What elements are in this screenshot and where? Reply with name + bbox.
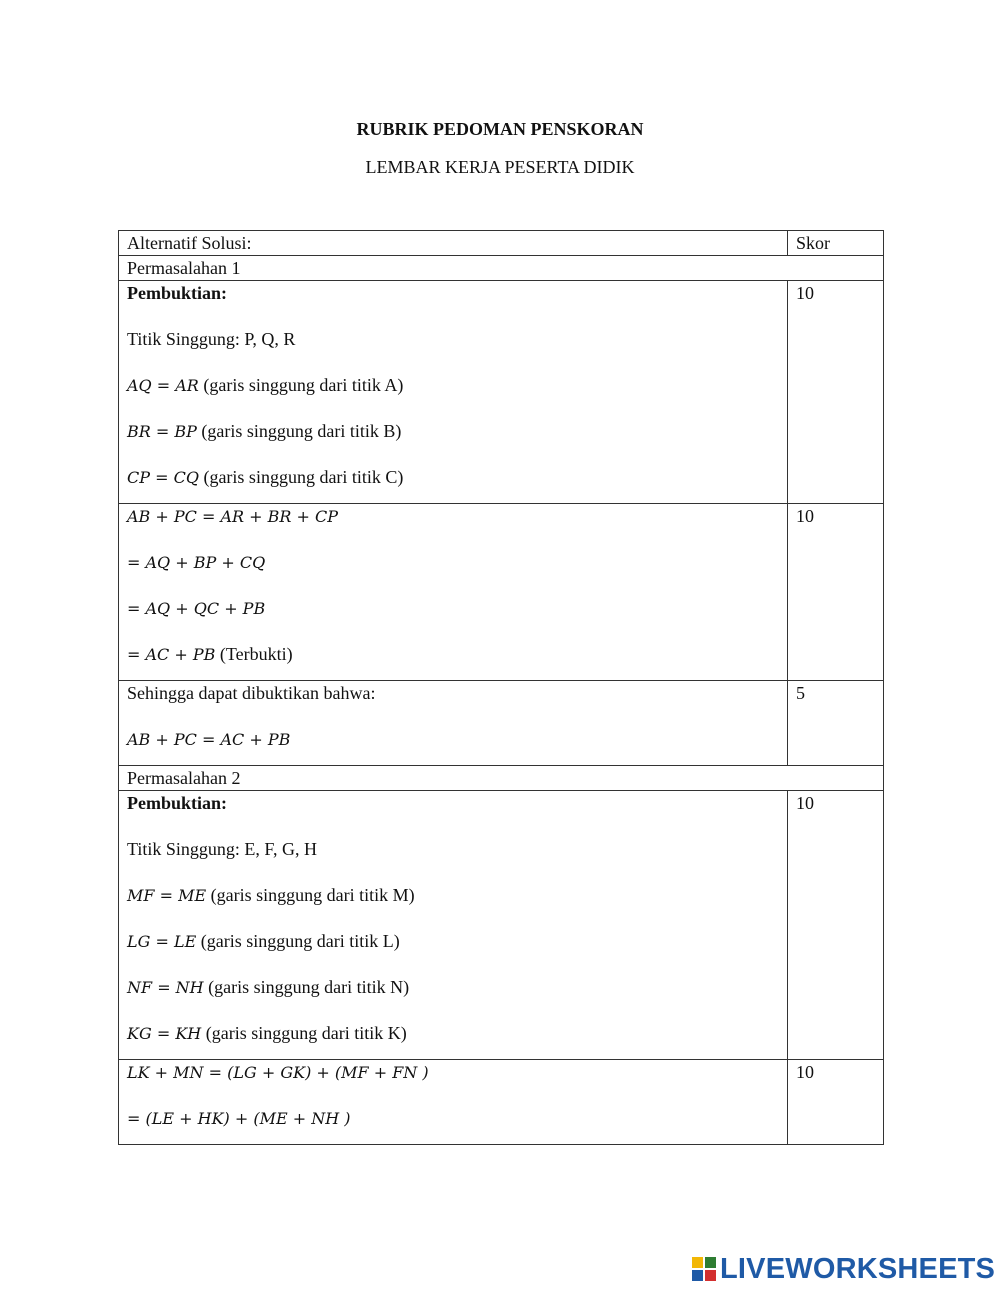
- math-expression: AB + PC = AC + PB: [127, 730, 291, 749]
- solution-line: [127, 596, 779, 642]
- math-expression: CP = CQ: [127, 468, 199, 487]
- line-text: Pembuktian:: [127, 793, 228, 813]
- section-heading-row: [119, 766, 884, 791]
- line-text: Titik Singgung: E, F, G, H: [127, 839, 317, 859]
- solution-line: [127, 727, 779, 765]
- rubric-row: [119, 281, 884, 504]
- solution-line: [127, 975, 779, 1021]
- solution-cell: [119, 504, 788, 681]
- solution-line: [127, 642, 779, 680]
- solution-line: [127, 281, 779, 327]
- table-header-row: [119, 231, 884, 256]
- logo-text: LIVEWORKSHEETS: [720, 1252, 996, 1285]
- section-heading: Permasalahan 2: [119, 766, 884, 791]
- logo-icon: [692, 1257, 716, 1281]
- math-expression: MF = ME: [127, 886, 207, 905]
- solution-line: [127, 883, 779, 929]
- solution-cell: [119, 281, 788, 504]
- math-expression: = AC + PB: [127, 645, 216, 664]
- solution-line: [127, 837, 779, 883]
- line-text: (garis singgung dari titik N): [203, 977, 410, 997]
- line-text: (garis singgung dari titik K): [201, 1023, 407, 1043]
- line-text: (garis singgung dari titik B): [196, 421, 402, 441]
- rubric-row: [119, 1060, 884, 1145]
- line-text: Titik Singgung: P, Q, R: [127, 329, 296, 349]
- logo-square: [692, 1257, 703, 1268]
- math-expression: AB + PC = AR + BR + CP: [127, 507, 339, 526]
- math-expression: AQ = AR: [127, 376, 199, 395]
- rubric-table: [118, 230, 884, 1145]
- logo-square: [692, 1270, 703, 1281]
- score-cell: 10: [788, 1060, 884, 1145]
- logo-square: [705, 1270, 716, 1281]
- header-solution: Alternatif Solusi:: [119, 231, 788, 256]
- math-expression: = AQ + BP + CQ: [127, 553, 266, 572]
- solution-line: [127, 1106, 779, 1144]
- header-score: Skor: [788, 231, 884, 256]
- rubric-row: [119, 791, 884, 1060]
- solution-cell: [119, 791, 788, 1060]
- solution-line: [127, 791, 779, 837]
- solution-line: [127, 465, 779, 503]
- score-cell: 10: [788, 281, 884, 504]
- solution-line: [127, 1021, 779, 1059]
- math-expression: BR = BP: [127, 422, 197, 441]
- solution-line: [127, 929, 779, 975]
- solution-line: [127, 327, 779, 373]
- line-text: (garis singgung dari titik A): [198, 375, 404, 395]
- line-text: (Terbukti): [215, 644, 293, 664]
- math-expression: NF = NH: [127, 978, 204, 997]
- section-heading-row: [119, 256, 884, 281]
- math-expression: LG = LE: [127, 932, 197, 951]
- math-expression: KG = KH: [127, 1024, 202, 1043]
- solution-line: [127, 550, 779, 596]
- line-text: (garis singgung dari titik L): [196, 931, 400, 951]
- solution-line: [127, 419, 779, 465]
- solution-line: [127, 504, 779, 550]
- line-text: Pembuktian:: [127, 283, 228, 303]
- line-text: (garis singgung dari titik M): [206, 885, 415, 905]
- section-heading: Permasalahan 1: [119, 256, 884, 281]
- rubric-row: [119, 504, 884, 681]
- math-expression: = AQ + QC + PB: [127, 599, 266, 618]
- line-text: (garis singgung dari titik C): [198, 467, 404, 487]
- score-cell: 5: [788, 681, 884, 766]
- math-expression: LK + MN = (LG + GK) + (MF + FN ): [127, 1063, 429, 1082]
- line-text: Sehingga dapat dibuktikan bahwa:: [127, 683, 376, 703]
- solution-line: [127, 681, 779, 727]
- math-expression: = (LE + HK) + (ME + NH ): [127, 1109, 351, 1128]
- solution-line: [127, 1060, 779, 1106]
- rubric-body: [119, 256, 884, 1145]
- rubric-row: [119, 681, 884, 766]
- solution-line: [127, 373, 779, 419]
- score-cell: 10: [788, 791, 884, 1060]
- logo-square: [705, 1257, 716, 1268]
- document-title: RUBRIK PEDOMAN PENSKORAN: [356, 119, 644, 139]
- liveworksheets-logo: [692, 1254, 995, 1284]
- document-subtitle: LEMBAR KERJA PESERTA DIDIK: [365, 157, 635, 177]
- solution-cell: [119, 1060, 788, 1145]
- solution-cell: [119, 681, 788, 766]
- score-cell: 10: [788, 504, 884, 681]
